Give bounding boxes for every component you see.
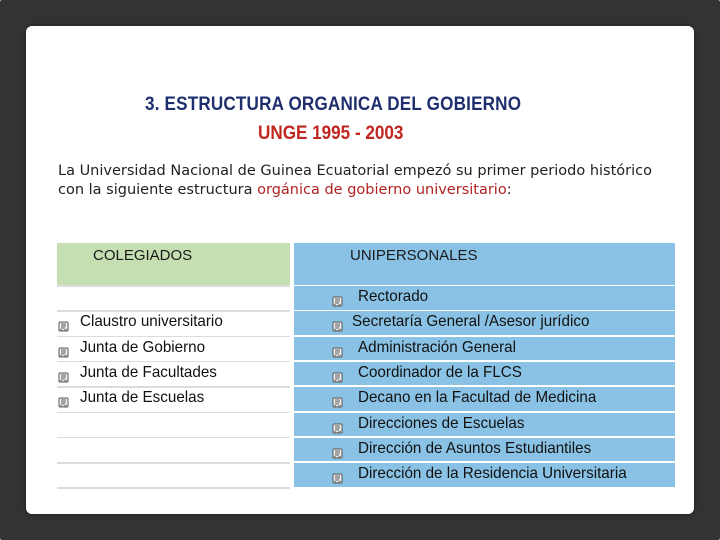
unipersonal-item: Decano en la Facultad de Medicina [358, 389, 597, 407]
header-colegiados-label: COLEGIADOS [93, 247, 193, 264]
table-cell-left [57, 286, 290, 310]
unipersonal-item: Dirección de Asuntos Estudiantiles [358, 439, 592, 457]
row-divider [57, 487, 290, 489]
row-divider [57, 336, 290, 338]
intro-highlight: orgánica de gobierno universitario [257, 182, 507, 198]
colegiado-item: Junta de Escuelas [80, 389, 205, 407]
bullet-icon [58, 343, 69, 354]
unipersonal-item: Administración General [358, 338, 516, 356]
colegiado-item: Junta de Gobierno [80, 338, 206, 356]
header-unipersonales-label: UNIPERSONALES [350, 247, 478, 264]
bullet-icon [332, 343, 343, 354]
colegiado-item: Junta de Facultades [80, 363, 217, 381]
unipersonal-item: Rectorado [358, 288, 429, 305]
row-divider [57, 361, 290, 363]
header-colegiados [57, 243, 290, 285]
bullet-icon [332, 292, 343, 303]
bullet-icon [332, 368, 343, 379]
title-line-2: UNGE 1995 - 2003 [258, 123, 404, 144]
row-divider [57, 285, 290, 287]
row-divider [294, 386, 675, 388]
row-divider [57, 310, 290, 312]
bullet-icon [332, 317, 343, 328]
row-divider [294, 360, 675, 362]
row-divider [294, 310, 675, 312]
bullet-icon [332, 469, 343, 480]
bullet-icon [332, 393, 343, 404]
table-cell-right [294, 286, 675, 310]
table-cell-left [57, 438, 290, 462]
unipersonal-item: Direcciones de Escuelas [358, 414, 525, 432]
unipersonal-item: Coordinador de la FLCS [358, 363, 522, 381]
intro-paragraph [58, 162, 678, 200]
row-divider [57, 386, 290, 388]
colegiado-item: Claustro universitario [80, 313, 223, 331]
row-divider [294, 411, 675, 413]
row-divider [57, 412, 290, 414]
unipersonal-item: Dirección de la Residencia Universitaria [358, 465, 627, 483]
unipersonal-item: Secretaría General /Asesor jurídico [352, 313, 590, 331]
header-unipersonales [294, 243, 675, 285]
bullet-icon [58, 368, 69, 379]
table-cell-left [57, 463, 290, 487]
row-divider [57, 437, 290, 439]
row-divider [294, 335, 675, 337]
bullet-icon [332, 419, 343, 430]
bullet-icon [332, 444, 343, 455]
intro-end: : [506, 182, 512, 198]
table-cell-left [57, 413, 290, 437]
title-line-1: 3. ESTRUCTURA ORGANICA DEL GOBIERNO [145, 94, 522, 115]
bullet-icon [58, 317, 69, 328]
row-divider [294, 462, 675, 464]
bullet-icon [58, 393, 69, 404]
intro-text: La Universidad Nacional de Guinea Ecuatorial empezó su primer periodo histórico con la siguiente estructura [58, 163, 653, 198]
row-divider [294, 436, 675, 438]
row-divider [57, 462, 290, 464]
